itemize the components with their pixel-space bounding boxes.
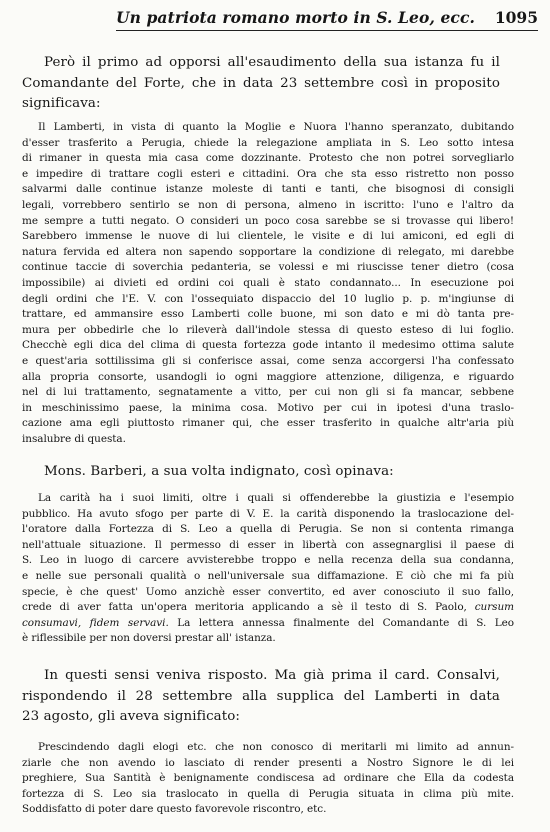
text-line: La carità ha i suoi limiti, oltre i quali si offenderebbe la giustizia e l'esempio bbox=[38, 492, 514, 504]
quote-consalvi bbox=[22, 740, 514, 818]
text-line: legali, vorrebbero sentirlo se non di persona, almeno in iscritto: l'uno e l'altro da bbox=[22, 198, 514, 211]
text-line: consumavi, fidem servavi. La lettera annessa finalmente del Comandante di S. Leo bbox=[22, 616, 514, 629]
text-line: l'oratore dalla Fortezza di S. Leo a quella di Perugia. Se non si contenta rimanga bbox=[22, 523, 514, 536]
text-line: ziarle che non avendo io lasciato di render presenti a Nostro Signore le di lei bbox=[22, 756, 514, 769]
text-line: significava: bbox=[22, 96, 101, 111]
text-line: natura fervida ed altera non sapendo sopportare la condizione di relegato, mi darebbe bbox=[22, 245, 514, 258]
text-line: degli ordini che l'E. V. con l'ossequiato dispaccio del 10 luglio p. p. m'ingiunse di bbox=[22, 292, 514, 305]
text-line: insalubre di questa. bbox=[22, 432, 126, 445]
text-line: pubblico. Ha avuto sfogo per parte di V. E. la carità disponendo la traslocazione del- bbox=[22, 507, 514, 520]
text-line: me sempre a tutti negato. O consideri un poco cosa sarebbe se si trovasse qui libero! bbox=[22, 214, 514, 227]
text-line: Mons. Barberi, a sua volta indignato, così opinava: bbox=[44, 464, 394, 479]
paragraph-2 bbox=[22, 462, 500, 483]
paragraph-3 bbox=[22, 666, 500, 728]
text-line: Prescindendo dagli elogi etc. che non conosco di meritarli mi limito ad annun- bbox=[38, 741, 514, 753]
text-line: S. Leo in luogo di carcere avvisterebbe troppo e nella recenza della sua condanna, bbox=[22, 554, 514, 567]
text-line: nell'attuale situazione. Il permesso di esser in libertà con assegnarglisi il paese di bbox=[22, 538, 514, 551]
text-line: salvarmi dalle continue istanze moleste di tanti e tanti, che bisognosi di consigli bbox=[22, 183, 514, 196]
text-line: Però il primo ad opporsi all'esaudimento della sua istanza fu il bbox=[44, 55, 500, 70]
text-line: Comandante del Forte, che in data 23 settembre così in proposito bbox=[22, 75, 500, 91]
text-line: Soddisfatto di poter dare questo favorevole riscontro, etc. bbox=[22, 803, 327, 816]
paragraph-1 bbox=[22, 53, 500, 115]
text-line: crede di aver fatta un'opera meritoria applicando a sè il testo di S. Paolo, cursum bbox=[22, 601, 514, 614]
text-line: in meschinissimo paese, la minima cosa. Motivo per cui in ipotesi d'una traslo- bbox=[22, 401, 514, 414]
text-line: Checchè egli dica del clima di questa fortezza gode intanto il medesimo ottima salute bbox=[22, 339, 514, 352]
text-line: cazione ama egli piuttosto rimaner qui, che esser trasferito in qualche altr'aria più bbox=[22, 417, 514, 430]
text-line: preghiere, Sua Santità è benignamente condiscesa ad ordinare che Ella da codesta bbox=[22, 772, 514, 785]
text-line: e nelle sue personali qualità o nell'universale sua diffamazione. E ciò che mi fa più bbox=[22, 569, 514, 582]
page-number: 1095 bbox=[494, 8, 538, 27]
text-line: mura per obbedirle che lo rileverà dall'indole stessa di questo esteso di lui foglio. bbox=[22, 323, 514, 336]
text-line: nel di lui trattamento, segnatamente a vitto, per cui non gli si fa mancar, sebbene bbox=[22, 386, 514, 399]
text-line: impossibile) ai divieti ed ordini coi quali è stato condannato... In esecuzione poi bbox=[22, 276, 514, 289]
text-line: d'esser trasferito a Perugia, chiede la relegazione ampliata in S. Leo sotto intesa bbox=[22, 136, 514, 149]
text-line: Il Lamberti, in vista di quanto la Moglie e Nuora l'hanno speranzato, dubitando bbox=[38, 121, 514, 133]
quote-barberi bbox=[22, 491, 514, 647]
text-line: è riflessibile per non doversi prestar all' istanza. bbox=[22, 632, 276, 645]
text-line: e quest'aria sottilissima gli si conferisce assai, come senza accorgersi l'ha confessato bbox=[22, 354, 514, 367]
text-line: di rimaner in questa mia casa come dozzinante. Protesto che non potrei sorvegliarlo bbox=[22, 152, 514, 165]
running-title: Un patriota romano morto in S. Leo, ecc. bbox=[116, 8, 475, 27]
text-line: specie, è che quest' Uomo anzichè esser convertito, ed aver conosciuto il suo fallo, bbox=[22, 585, 514, 598]
text-line: alla propria consorte, usandogli io ogni maggiore attenzione, diligenza, e riguardo bbox=[22, 370, 514, 383]
text-line: Sarebbero immense le nuove di lui clientele, le visite e di lui amiconi, ed egli di bbox=[22, 230, 514, 243]
text-line: fortezza di S. Leo sia traslocato in quella di Perugia situata in clima più mite. bbox=[22, 787, 514, 800]
text-line: 23 agosto, gli aveva significato: bbox=[22, 709, 241, 724]
text-line: rispondendo il 28 settembre alla supplica del Lamberti in data bbox=[22, 688, 500, 704]
text-line: In questi sensi veniva risposto. Ma già prima il card. Consalvi, bbox=[44, 668, 500, 683]
running-head bbox=[116, 6, 538, 31]
quote-comandante bbox=[22, 120, 514, 447]
text-line: trattare, ed ammansire esso Lamberti colle buone, mi son dato e mi dò tanta pre- bbox=[22, 308, 514, 321]
text-line: e impedire di trattare cogli esteri e cittadini. Ora che sta esso ristretto non posso bbox=[22, 167, 514, 180]
text-line: continue taccie di soverchia pedanteria, se volessi e mi riuscisse tener dietro (cosa bbox=[22, 261, 514, 274]
